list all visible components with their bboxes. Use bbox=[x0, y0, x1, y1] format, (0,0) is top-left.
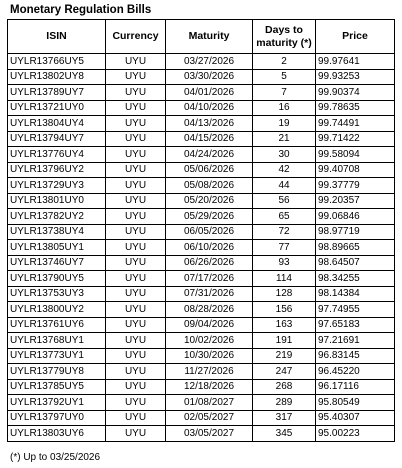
header-isin: ISIN bbox=[8, 20, 106, 54]
cell-days-to-maturity: 247 bbox=[253, 364, 316, 380]
header-price: Price bbox=[316, 20, 395, 54]
cell-days-to-maturity: 56 bbox=[253, 193, 316, 209]
cell-maturity: 05/20/2026 bbox=[166, 193, 253, 209]
cell-currency: UYU bbox=[106, 395, 166, 411]
cell-maturity: 10/30/2026 bbox=[166, 348, 253, 364]
cell-maturity: 06/26/2026 bbox=[166, 255, 253, 271]
cell-maturity: 03/27/2026 bbox=[166, 54, 253, 70]
cell-isin: UYLR13773UY1 bbox=[8, 348, 106, 364]
cell-price: 99.97641 bbox=[316, 54, 395, 70]
cell-currency: UYU bbox=[106, 286, 166, 302]
cell-currency: UYU bbox=[106, 271, 166, 287]
table-row bbox=[8, 317, 395, 333]
cell-days-to-maturity: 30 bbox=[253, 147, 316, 163]
table-row bbox=[8, 364, 395, 380]
cell-price: 99.06846 bbox=[316, 209, 395, 225]
cell-maturity: 05/08/2026 bbox=[166, 178, 253, 194]
cell-currency: UYU bbox=[106, 54, 166, 70]
cell-isin: UYLR13761UY6 bbox=[8, 317, 106, 333]
cell-currency: UYU bbox=[106, 193, 166, 209]
cell-maturity: 05/06/2026 bbox=[166, 162, 253, 178]
table-row bbox=[8, 426, 395, 442]
cell-maturity: 03/05/2027 bbox=[166, 426, 253, 442]
cell-currency: UYU bbox=[106, 85, 166, 101]
cell-days-to-maturity: 289 bbox=[253, 395, 316, 411]
cell-isin: UYLR13789UY7 bbox=[8, 85, 106, 101]
cell-currency: UYU bbox=[106, 333, 166, 349]
cell-currency: UYU bbox=[106, 69, 166, 85]
table-row bbox=[8, 255, 395, 271]
cell-days-to-maturity: 42 bbox=[253, 162, 316, 178]
cell-currency: UYU bbox=[106, 364, 166, 380]
bills-table bbox=[7, 19, 395, 442]
cell-days-to-maturity: 156 bbox=[253, 302, 316, 318]
cell-maturity: 04/24/2026 bbox=[166, 147, 253, 163]
cell-price: 95.40307 bbox=[316, 410, 395, 426]
cell-isin: UYLR13782UY2 bbox=[8, 209, 106, 225]
table-row bbox=[8, 100, 395, 116]
cell-price: 98.97719 bbox=[316, 224, 395, 240]
table-row bbox=[8, 271, 395, 287]
cell-days-to-maturity: 317 bbox=[253, 410, 316, 426]
cell-isin: UYLR13801UY0 bbox=[8, 193, 106, 209]
cell-price: 99.90374 bbox=[316, 85, 395, 101]
cell-price: 98.14384 bbox=[316, 286, 395, 302]
cell-price: 97.65183 bbox=[316, 317, 395, 333]
cell-currency: UYU bbox=[106, 162, 166, 178]
cell-price: 99.78635 bbox=[316, 100, 395, 116]
cell-currency: UYU bbox=[106, 410, 166, 426]
cell-currency: UYU bbox=[106, 379, 166, 395]
cell-maturity: 07/17/2026 bbox=[166, 271, 253, 287]
cell-maturity: 01/08/2027 bbox=[166, 395, 253, 411]
cell-price: 99.37779 bbox=[316, 178, 395, 194]
cell-currency: UYU bbox=[106, 255, 166, 271]
cell-price: 97.21691 bbox=[316, 333, 395, 349]
cell-isin: UYLR13794UY7 bbox=[8, 131, 106, 147]
table-row bbox=[8, 333, 395, 349]
table-row bbox=[8, 379, 395, 395]
cell-currency: UYU bbox=[106, 317, 166, 333]
cell-isin: UYLR13721UY0 bbox=[8, 100, 106, 116]
cell-days-to-maturity: 65 bbox=[253, 209, 316, 225]
cell-price: 99.20357 bbox=[316, 193, 395, 209]
cell-days-to-maturity: 219 bbox=[253, 348, 316, 364]
table-row bbox=[8, 85, 395, 101]
cell-currency: UYU bbox=[106, 302, 166, 318]
cell-price: 99.71422 bbox=[316, 131, 395, 147]
cell-days-to-maturity: 114 bbox=[253, 271, 316, 287]
cell-days-to-maturity: 268 bbox=[253, 379, 316, 395]
cell-currency: UYU bbox=[106, 116, 166, 132]
cell-maturity: 07/31/2026 bbox=[166, 286, 253, 302]
cell-price: 99.74491 bbox=[316, 116, 395, 132]
table-row bbox=[8, 69, 395, 85]
cell-days-to-maturity: 21 bbox=[253, 131, 316, 147]
cell-maturity: 06/10/2026 bbox=[166, 240, 253, 256]
cell-isin: UYLR13804UY4 bbox=[8, 116, 106, 132]
cell-maturity: 04/01/2026 bbox=[166, 85, 253, 101]
table-row bbox=[8, 54, 395, 70]
cell-days-to-maturity: 2 bbox=[253, 54, 316, 70]
cell-maturity: 10/02/2026 bbox=[166, 333, 253, 349]
cell-price: 97.74955 bbox=[316, 302, 395, 318]
cell-days-to-maturity: 128 bbox=[253, 286, 316, 302]
cell-days-to-maturity: 93 bbox=[253, 255, 316, 271]
cell-currency: UYU bbox=[106, 426, 166, 442]
cell-days-to-maturity: 5 bbox=[253, 69, 316, 85]
table-row bbox=[8, 302, 395, 318]
cell-maturity: 09/04/2026 bbox=[166, 317, 253, 333]
cell-maturity: 04/15/2026 bbox=[166, 131, 253, 147]
cell-currency: UYU bbox=[106, 224, 166, 240]
header-maturity: Maturity bbox=[166, 20, 253, 54]
cell-isin: UYLR13796UY2 bbox=[8, 162, 106, 178]
header-days-to-maturity: Days to maturity (*) bbox=[253, 20, 316, 54]
cell-price: 95.80549 bbox=[316, 395, 395, 411]
cell-price: 98.64507 bbox=[316, 255, 395, 271]
cell-isin: UYLR13779UY8 bbox=[8, 364, 106, 380]
cell-isin: UYLR13790UY5 bbox=[8, 271, 106, 287]
cell-isin: UYLR13792UY1 bbox=[8, 395, 106, 411]
cell-price: 96.17116 bbox=[316, 379, 395, 395]
cell-maturity: 04/13/2026 bbox=[166, 116, 253, 132]
cell-isin: UYLR13746UY7 bbox=[8, 255, 106, 271]
cell-maturity: 05/29/2026 bbox=[166, 209, 253, 225]
cell-isin: UYLR13803UY6 bbox=[8, 426, 106, 442]
cell-price: 98.34255 bbox=[316, 271, 395, 287]
cell-currency: UYU bbox=[106, 178, 166, 194]
table-row bbox=[8, 410, 395, 426]
cell-maturity: 02/05/2027 bbox=[166, 410, 253, 426]
cell-maturity: 08/28/2026 bbox=[166, 302, 253, 318]
cell-maturity: 06/05/2026 bbox=[166, 224, 253, 240]
cell-isin: UYLR13802UY8 bbox=[8, 69, 106, 85]
table-row bbox=[8, 395, 395, 411]
table-row bbox=[8, 147, 395, 163]
header-row bbox=[8, 20, 395, 54]
cell-days-to-maturity: 191 bbox=[253, 333, 316, 349]
cell-currency: UYU bbox=[106, 240, 166, 256]
cell-currency: UYU bbox=[106, 147, 166, 163]
footnote: (*) Up to 03/25/2026 bbox=[10, 452, 101, 463]
cell-days-to-maturity: 19 bbox=[253, 116, 316, 132]
table-row bbox=[8, 131, 395, 147]
cell-maturity: 04/10/2026 bbox=[166, 100, 253, 116]
cell-price: 99.93253 bbox=[316, 69, 395, 85]
cell-isin: UYLR13797UY0 bbox=[8, 410, 106, 426]
cell-days-to-maturity: 345 bbox=[253, 426, 316, 442]
cell-isin: UYLR13766UY5 bbox=[8, 54, 106, 70]
table-row bbox=[8, 286, 395, 302]
cell-price: 99.58094 bbox=[316, 147, 395, 163]
cell-price: 96.45220 bbox=[316, 364, 395, 380]
cell-isin: UYLR13776UY4 bbox=[8, 147, 106, 163]
table-row bbox=[8, 240, 395, 256]
cell-maturity: 12/18/2026 bbox=[166, 379, 253, 395]
table-row bbox=[8, 348, 395, 364]
cell-isin: UYLR13785UY5 bbox=[8, 379, 106, 395]
cell-isin: UYLR13753UY3 bbox=[8, 286, 106, 302]
table-row bbox=[8, 224, 395, 240]
cell-currency: UYU bbox=[106, 131, 166, 147]
cell-price: 99.40708 bbox=[316, 162, 395, 178]
table-row bbox=[8, 162, 395, 178]
cell-days-to-maturity: 72 bbox=[253, 224, 316, 240]
header-currency: Currency bbox=[106, 20, 166, 54]
cell-price: 96.83145 bbox=[316, 348, 395, 364]
cell-days-to-maturity: 77 bbox=[253, 240, 316, 256]
cell-days-to-maturity: 7 bbox=[253, 85, 316, 101]
cell-isin: UYLR13768UY1 bbox=[8, 333, 106, 349]
cell-isin: UYLR13729UY3 bbox=[8, 178, 106, 194]
cell-currency: UYU bbox=[106, 209, 166, 225]
cell-currency: UYU bbox=[106, 348, 166, 364]
cell-isin: UYLR13738UY4 bbox=[8, 224, 106, 240]
cell-days-to-maturity: 44 bbox=[253, 178, 316, 194]
cell-isin: UYLR13805UY1 bbox=[8, 240, 106, 256]
cell-days-to-maturity: 163 bbox=[253, 317, 316, 333]
table-title: Monetary Regulation Bills bbox=[10, 4, 152, 16]
cell-isin: UYLR13800UY2 bbox=[8, 302, 106, 318]
table-row bbox=[8, 178, 395, 194]
table-row bbox=[8, 193, 395, 209]
cell-maturity: 03/30/2026 bbox=[166, 69, 253, 85]
cell-days-to-maturity: 16 bbox=[253, 100, 316, 116]
table-row bbox=[8, 209, 395, 225]
cell-price: 98.89665 bbox=[316, 240, 395, 256]
cell-currency: UYU bbox=[106, 100, 166, 116]
cell-maturity: 11/27/2026 bbox=[166, 364, 253, 380]
cell-price: 95.00223 bbox=[316, 426, 395, 442]
table-row bbox=[8, 116, 395, 132]
